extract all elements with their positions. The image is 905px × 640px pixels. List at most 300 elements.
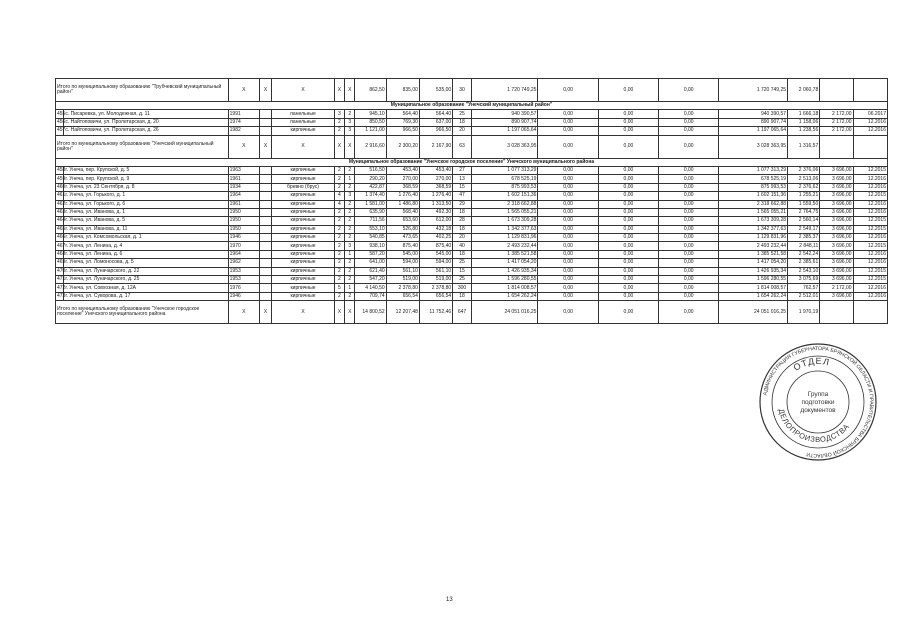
table-cell: 12.2016 [853,259,887,267]
table-cell: 1 276,40 [386,192,419,200]
total-cell: 1 720 749,25 [471,79,538,102]
table-cell: 2 [345,259,355,267]
table-cell: г. Унеча, пер. Крупской, д. 5 [64,166,228,174]
table-cell: 3 075,69 [788,276,820,284]
table-cell: 3 [345,127,355,135]
table-cell: 0,00 [659,242,719,250]
table-cell: 2 [345,110,355,118]
table-cell: 1961 [228,200,259,208]
table-cell: 3 696,00 [820,192,853,200]
table-cell [259,225,271,233]
table-cell: 1 077 313,29 [719,166,788,174]
table-cell: 3 [345,242,355,250]
table-cell: 519,00 [419,276,452,284]
table-cell: 13 [453,175,472,183]
table-cell: 473,65 [386,234,419,242]
table-cell: 1991 [228,110,259,118]
table-cell: 0,00 [659,127,719,135]
table-cell: кирпичные [272,234,334,242]
table-cell: 0,00 [538,192,598,200]
total-cell: X [334,301,344,324]
table-cell: 1 426 935,34 [471,267,538,275]
table-cell: с. Писаревка, ул. Молодежная, д. 11 [64,110,228,118]
total-row [56,301,888,324]
table-cell: 1 342 377,63 [719,225,788,233]
table-cell: 0,00 [598,250,658,258]
section-title: Муниципальное образование "Унечское городское поселение" Унечского муниципального района [56,158,888,166]
table-cell: 2 512,01 [788,292,820,300]
table-row [56,250,888,258]
total-cell: 2 916,60 [355,135,386,158]
total-cell: X [259,301,271,324]
table-cell: 2 [345,166,355,174]
total-cell: 11 752,46 [419,301,452,324]
table-cell: 0,00 [659,276,719,284]
table-row [56,110,888,118]
total-cell: X [228,79,259,102]
table-cell: г. Унеча, ул. Суворова, д. 17 [64,292,228,300]
table-cell: г. Унеча, ул. Ленина, д. 6 [64,250,228,258]
table-cell: 1 814 008,57 [471,284,538,292]
table-cell: 1 385 521,58 [471,250,538,258]
table-cell: 368,59 [386,183,419,191]
table-cell: кирпичные [272,175,334,183]
table-cell: 455 [57,110,66,117]
table-cell: 1 255,21 [788,192,820,200]
table-cell: кирпичные [272,166,334,174]
table-cell: 3 696,00 [820,259,853,267]
table-cell: 1 197 065,64 [471,127,538,135]
table-cell: 1 197 065,64 [719,127,788,135]
table-cell: 2 [345,276,355,284]
table-cell: 1 486,80 [386,200,419,208]
total-cell: X [259,79,271,102]
table-cell: 1 666,18 [788,110,820,118]
total-cell [853,135,887,158]
table-cell: 2 [345,200,355,208]
table-cell: 2 [334,234,344,242]
total-cell: 30 [453,79,472,102]
table-cell: 594,00 [419,259,452,267]
section-header-row [56,102,888,110]
table-cell: 12.2015 [853,225,887,233]
table-cell: 471 [57,276,66,283]
section-header-row [56,158,888,166]
table-cell: 940 390,57 [471,110,538,118]
table-cell: 1 129 831,96 [719,234,788,242]
table-row [56,242,888,250]
table-cell: 2 [334,225,344,233]
table-cell: г. Унеча, ул. Луначарского, д. 25 [64,276,228,284]
table-cell: 0,00 [598,208,658,216]
table-row [56,200,888,208]
table-cell: кирпичные [272,217,334,225]
table-cell: 2 [334,276,344,284]
table-cell: 1 [345,284,355,292]
table-row [56,292,888,300]
table-cell: 938,10 [355,242,386,250]
table-cell: с. Найтоповичи, ул. Пролетарская, д. 26 [64,127,228,135]
table-row [56,284,888,292]
table-cell: 2 764,75 [788,208,820,216]
total-cell: 1 970,19 [788,301,820,324]
table-cell: 1970 [228,242,259,250]
table-cell: г. Унеча, ул. Иванова, д. 11 [64,225,228,233]
table-row [56,192,888,200]
table-cell: 18 [453,292,472,300]
table-cell: 545,00 [419,250,452,258]
table-cell: 2 [345,225,355,233]
total-cell: 24 051 016,25 [719,301,788,324]
total-cell: 3 028 363,95 [471,135,538,158]
total-row [56,135,888,158]
section-title: Муниципальное образование "Унечский муниципальный район" [56,102,888,110]
table-cell [259,276,271,284]
table-cell [259,200,271,208]
table-cell: 1 077 313,29 [471,166,538,174]
table-cell: кирпичные [272,225,334,233]
table-cell: г. Унеча, ул. 23 Сентября, д. 8 [64,183,228,191]
table-cell [259,259,271,267]
table-cell [259,183,271,191]
table-cell: 890 907,74 [719,118,788,126]
table-cell: 2 378,80 [386,284,419,292]
table-cell: 1 559,50 [788,200,820,208]
table-cell: 18 [453,225,472,233]
table-cell: 3 696,00 [820,234,853,242]
table-row [56,225,888,233]
table-cell: 3 696,00 [820,217,853,225]
table-cell: 12.2016 [853,175,887,183]
table-cell: 641,00 [355,259,386,267]
table-cell: 1963 [228,166,259,174]
table-cell: 2 318 662,88 [719,200,788,208]
table-cell: 402,25 [419,234,452,242]
table-cell: 561,10 [419,267,452,275]
table-cell: 678 525,19 [719,175,788,183]
table-cell: 0,00 [598,284,658,292]
table-cell: 653,60 [386,217,419,225]
table-cell: 890 907,74 [471,118,538,126]
total-cell: 1 316,57 [788,135,820,158]
table-cell: 561,10 [386,267,419,275]
table-cell: 0,00 [659,250,719,258]
table-cell: г. Унеча, ул. Иванова, д. 1 [64,208,228,216]
table-cell: 612,00 [419,217,452,225]
table-cell: 656,54 [419,292,452,300]
table-cell: 1964 [228,250,259,258]
total-cell [820,135,853,158]
table-cell: 553,10 [355,225,386,233]
table-cell: 1 581,00 [355,200,386,208]
table-cell: 1 565 055,21 [719,208,788,216]
table-cell: кирпичные [272,242,334,250]
table-cell: 0,00 [538,284,598,292]
total-label: Итого по муниципальному образованию "Трубчевский муниципальный район" [56,79,229,102]
table-cell: 12.2016 [853,208,887,216]
table-cell: кирпичные [272,284,334,292]
table-cell: 3 696,00 [820,225,853,233]
table-cell: 945,10 [355,110,386,118]
table-cell: 20 [453,234,472,242]
table-cell: 1 654 262,24 [471,292,538,300]
total-cell: X [272,135,334,158]
table-cell: 3 [345,118,355,126]
table-cell: 2 [334,166,344,174]
total-cell: 63 [453,135,472,158]
table-cell: 0,00 [598,192,658,200]
table-cell: 0,00 [598,183,658,191]
table-cell: 1 602 151,36 [471,192,538,200]
table-cell: 12.2015 [853,276,887,284]
table-cell: 2 [334,250,344,258]
total-cell: 0,00 [598,301,658,324]
table-cell: 709,74 [355,292,386,300]
total-cell: 0,00 [538,79,598,102]
register-table [55,78,888,324]
table-cell: панельные [272,110,334,118]
table-cell [259,292,271,300]
table-cell: 1 [345,250,355,258]
table-cell [259,110,271,118]
table-cell: 18 [453,118,472,126]
table-cell: 0,00 [598,175,658,183]
table-cell: г. Унеча, ул. Ломоносова, д. 5 [64,259,228,267]
table-cell: 12.2016 [853,200,887,208]
table-cell: 06.2017 [853,110,887,118]
table-cell: 460 [57,183,66,190]
total-cell: 3 028 363,95 [719,135,788,158]
table-cell [259,208,271,216]
table-cell: 1 313,50 [419,200,452,208]
table-cell: 3 696,00 [820,175,853,183]
table-cell: 1 673 309,28 [719,217,788,225]
table-row [56,259,888,267]
table-cell: 0,00 [659,166,719,174]
table-cell: 1950 [228,225,259,233]
table-cell: 1 158,06 [788,118,820,126]
table-row [56,267,888,275]
table-cell: 0,00 [598,127,658,135]
table-cell: 519,00 [386,276,419,284]
table-cell: 0,00 [538,225,598,233]
table-cell: 12.2015 [853,242,887,250]
table-cell: 457 [57,127,66,134]
table-cell [259,127,271,135]
table-cell: 300 [453,284,472,292]
table-cell: 1 374,40 [355,192,386,200]
table-cell: 29 [453,200,472,208]
total-cell [853,301,887,324]
table-cell: г. Унеча, ул. Луначарского, д. 22 [64,267,228,275]
table-cell: 12.2016 [853,234,887,242]
table-cell: 1 238,56 [788,127,820,135]
table-cell: 0,00 [659,192,719,200]
table-cell: 432,18 [419,225,452,233]
register-table-body [56,79,888,324]
table-cell: 0,00 [598,276,658,284]
table-cell: 1953 [228,267,259,275]
table-cell: 1 565 055,21 [471,208,538,216]
table-cell: 0,00 [598,234,658,242]
table-cell: 459 [57,175,66,182]
table-cell [259,217,271,225]
stamp-center-line-1: Группа [807,391,829,398]
table-cell: 0,00 [659,259,719,267]
table-cell: 0,00 [538,110,598,118]
total-cell: 835,00 [386,79,419,102]
table-cell: 472 [57,284,66,291]
table-cell: 3 696,00 [820,267,853,275]
table-cell: 3 696,00 [820,292,853,300]
table-cell: 0,00 [538,276,598,284]
table-cell: 467 [57,242,66,249]
table-cell: 12.2016 [853,127,887,135]
table-cell: 875 993,53 [471,183,538,191]
table-cell: 568,40 [386,208,419,216]
table-cell: 0,00 [659,118,719,126]
total-cell: 0,00 [598,135,658,158]
table-cell [259,192,271,200]
table-cell: 4 [334,200,344,208]
table-cell: 0,00 [538,242,598,250]
table-cell: 0,00 [598,267,658,275]
total-cell: 2 167,90 [419,135,452,158]
total-cell: 1 720 749,25 [719,79,788,102]
table-row [56,234,888,242]
table-cell: 762,57 [788,284,820,292]
table-cell: 0,00 [659,284,719,292]
table-cell: 2 [334,242,344,250]
table-cell: 1 417 054,20 [471,259,538,267]
table-cell: 1950 [228,208,259,216]
total-cell: 2 060,78 [788,79,820,102]
table-cell: 492,30 [419,208,452,216]
table-cell: 3 696,00 [820,276,853,284]
total-cell: X [334,135,344,158]
total-label: Итого по муниципальному образованию "Унечское городское поселение" Унечского муниципального района [56,301,229,324]
table-cell: 2 [334,127,344,135]
total-label: Итого по муниципальному образованию "Унечский муниципальный район" [56,135,229,158]
total-cell: 0,00 [659,79,719,102]
table-cell [259,242,271,250]
total-cell: 647 [453,301,472,324]
table-cell: 25 [453,276,472,284]
total-cell: X [272,301,334,324]
total-cell: 0,00 [659,301,719,324]
table-cell: 966,50 [386,127,419,135]
table-cell: кирпичные [272,259,334,267]
table-cell: 1946 [228,292,259,300]
total-cell: X [259,135,271,158]
table-cell: 2 172,00 [820,110,853,118]
table-row [56,118,888,126]
table-cell: 2 [334,183,344,191]
table-cell: 2 378,80 [419,284,452,292]
total-cell: X [228,135,259,158]
table-cell [259,250,271,258]
table-cell: 12.2016 [853,284,887,292]
table-cell: г. Унеча, ул. Горького, д. 6 [64,200,228,208]
table-cell: 0,00 [538,292,598,300]
table-cell: 5 [334,284,344,292]
table-cell: 621,40 [355,267,386,275]
table-cell: 587,20 [355,250,386,258]
table-cell: 3 [334,110,344,118]
table-cell: кирпичные [272,208,334,216]
table-cell: 940 390,57 [719,110,788,118]
total-cell: 0,00 [659,135,719,158]
table-cell: 0,00 [598,225,658,233]
table-cell: 564,40 [419,110,452,118]
table-cell: с. Найтоповичи, ул. Пролетарская, д. 20 [64,118,228,126]
table-cell: 0,00 [538,267,598,275]
stamp-ring-text: АДМИНИСТРАЦИЯ ГУБЕРНАТОРА БРЯНСКОЙ ОБЛАСТИ И ПРАВИТЕЛЬСТВА БРЯНСКОЙ ОБЛАСТИ [762,345,875,459]
table-cell: 473 [57,293,66,299]
table-cell: 0,00 [659,110,719,118]
table-cell: 2 [345,267,355,275]
table-cell: 540,85 [355,234,386,242]
table-cell: 0,00 [538,118,598,126]
table-cell: 2 [334,175,344,183]
table-cell: 465 [57,225,66,232]
total-cell: 535,00 [419,79,452,102]
table-cell: 2 [345,217,355,225]
table-cell: 3 696,00 [820,183,853,191]
table-cell: 0,00 [598,242,658,250]
table-cell: 2 493 232,44 [719,242,788,250]
table-cell: 0,00 [538,183,598,191]
table-row [56,183,888,191]
table-cell: 3 696,00 [820,208,853,216]
table-cell: 2 318 662,88 [471,200,538,208]
table-cell: 2 172,00 [820,127,853,135]
table-cell: 1 673 309,28 [471,217,538,225]
table-cell: 635,90 [355,208,386,216]
table-cell: 18 [453,250,472,258]
table-cell: 12.2016 [853,183,887,191]
table-row [56,127,888,135]
stamp-dept-top: ОТДЕЛ [791,355,831,373]
table-cell: 0,00 [659,267,719,275]
table-cell: 1953 [228,276,259,284]
total-row [56,79,888,102]
table-cell: 40 [453,242,472,250]
table-cell: 12.2015 [853,217,887,225]
table-cell: г. Унеча, ул. Горького, д. 1 [64,192,228,200]
table-cell: 2 376,06 [788,166,820,174]
table-cell: бревно (брус) [272,183,334,191]
table-cell: 2 [334,292,344,300]
table-cell: 28 [453,217,472,225]
table-cell: 12.2015 [853,267,887,275]
stamp-center-line-3: документов [800,407,836,414]
table-cell: 656,54 [386,292,419,300]
table-cell: 466 [57,234,66,241]
table-cell: кирпичные [272,127,334,135]
table-cell: 15 [453,267,472,275]
table-cell: 4 [334,192,344,200]
table-cell: 2 [334,259,344,267]
table-cell: 2 560,14 [788,217,820,225]
table-cell: 1 602 151,36 [719,192,788,200]
table-cell: 1962 [228,259,259,267]
table-cell: 1 [345,175,355,183]
table-cell [259,234,271,242]
table-cell [259,166,271,174]
table-cell: 2 [334,118,344,126]
table-cell: 564,40 [386,110,419,118]
